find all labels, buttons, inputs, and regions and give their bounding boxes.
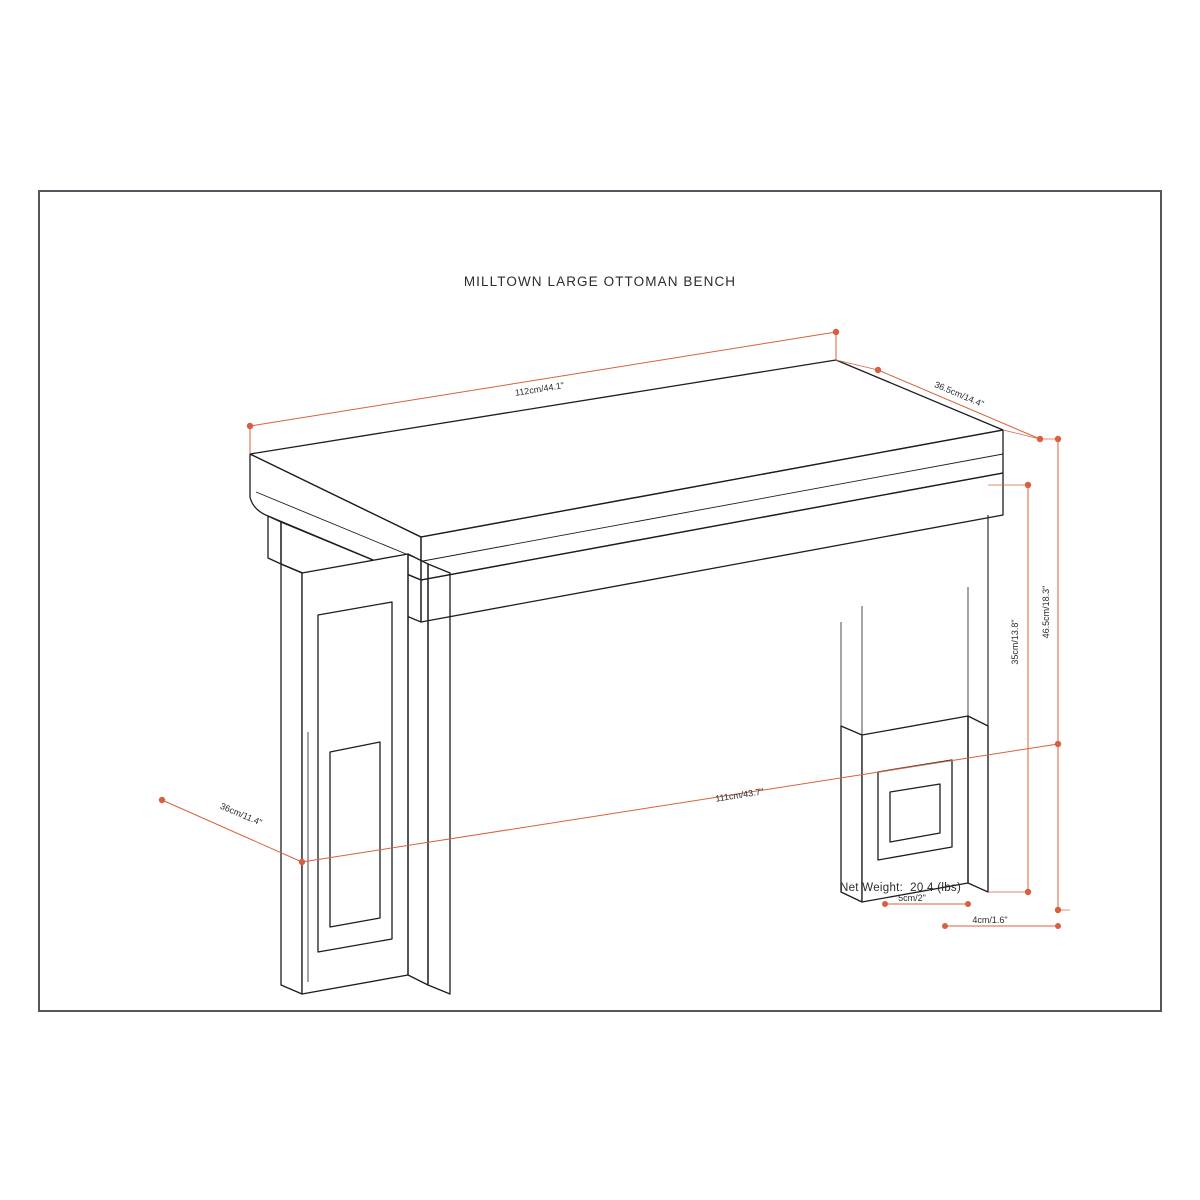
dim-label-leg-thickness-side: 5cm/2"	[898, 893, 926, 903]
dim-seat-height	[988, 482, 1031, 895]
left-leg-side	[408, 554, 428, 985]
dim-label-base-depth: 36cm/11.4"	[218, 800, 264, 828]
dim-label-seat-depth: 36.5cm/14.4"	[932, 379, 986, 410]
drawing-frame	[38, 190, 1162, 1012]
bench-illustration	[250, 360, 1003, 994]
dim-label-seat-height: 35cm/13.8"	[1010, 619, 1020, 665]
left-leg-outer-post	[281, 564, 302, 994]
apron-front	[421, 473, 1003, 622]
dim-label-seat-top-length: 112cm/44.1"	[514, 380, 565, 398]
net-weight-label: Net Weight: 20.4 (lbs)	[840, 882, 962, 894]
dim-label-base-length: 111cm/43.7"	[714, 786, 765, 804]
dim-label-leg-thickness-front: 4cm/1.6"	[972, 915, 1008, 925]
dim-overall-height	[1040, 436, 1070, 913]
right-leg-front-post	[841, 726, 862, 902]
seat-front-face	[421, 430, 1003, 580]
page-title: MILLTOWN LARGE OTTOMAN BENCH	[463, 274, 737, 289]
dim-label-overall-height: 46.5cm/18.3"	[1041, 585, 1051, 639]
apron-left-edge	[268, 516, 281, 564]
cushion-seam	[256, 454, 1003, 561]
left-leg-rear-post	[428, 564, 450, 994]
bench-technical-drawing	[40, 192, 1164, 1014]
seat-top-surface	[250, 360, 1003, 537]
right-leg-side	[968, 716, 988, 892]
dim-leg-thickness-side	[882, 901, 971, 907]
